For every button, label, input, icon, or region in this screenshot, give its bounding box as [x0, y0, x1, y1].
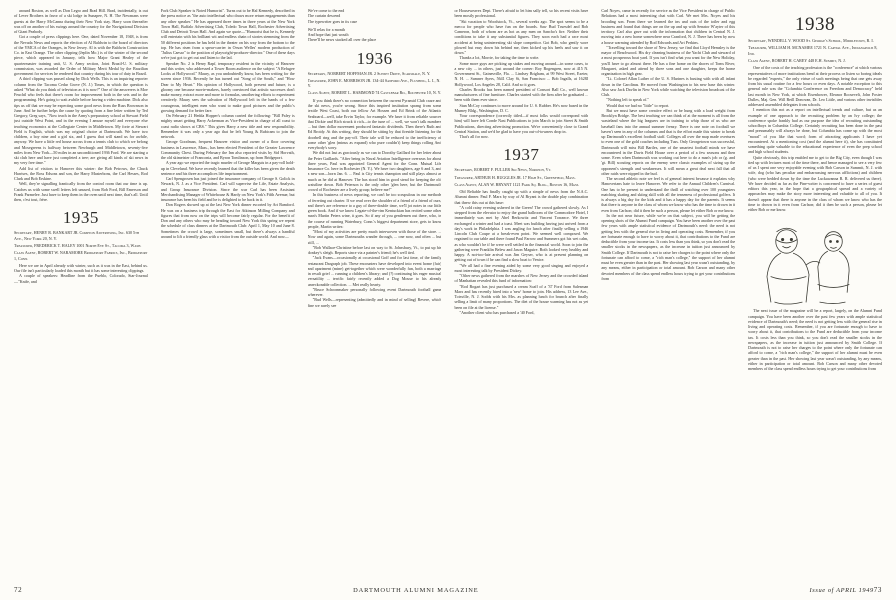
body-paragraph: Some more guys are picking up stakes and moving around—in some cases, to a new city ... in others, just around the corner: Roy Bogengren, now at 415 N. Government St., Gainesville, Fla. ... Lindsey Brigham, at 99 West Street, Exeter, N. H. ... Sumner Ayers, 5641 Clay St, San Francisco ... Bob Ingalls, at 1628J Hollywood, Los Angeles 28, Calif. And so it goes.	[454, 60, 589, 87]
class-officer-line: Secretary, NORBERT HOFFMAN JR. 2 Sunset Drive, Scarsdale, N. Y.	[307, 70, 431, 76]
body-paragraph: Here we are in April already with winter, such as it was in the East, behind us. Our file isn't particularly loaded this month but it has some interesting clippings.	[14, 262, 148, 274]
body-paragraph: If you think there's no connection between the current Pyramid Club craze and the ski news, you're wrong. Since this inspired institution sprang from some textile West Coast, both our fellow Art Hossen and Ed Brink of the Atlantic Seaboard—well, take Ervin Taylor, for example. We have it from reliable sources that Dickie and Rich struck it rich—to the tune of ... well, we won't talk numbers ... but then dollar movement produced fantastic dividends. Then there's Ruth and Ed Broidy. At this writing, they should be sitting by that fireside listening for the doorbell ring and the pay-off. Their tale will be reduced to the inefficiency of some other 'glen (minus as expand) who pure couldn't) keep things rolling And everybody's sorry.	[307, 97, 442, 151]
class-officer-line: Secretary, HENRY R. BANKART JR. Compton Advertising, Inc. 630 5th Ave., New York 20, N. Y.	[14, 230, 140, 241]
body-paragraph: And hope that just wouth	[307, 32, 349, 37]
body-paragraph: "Bob Wallace-Christine before last on way to St. Johnsbury, Vt., to put up his donkey's sleigh. Reports since via a painter's friend; he's well tied.	[307, 244, 442, 256]
text-column	[454, 8, 588, 563]
class-year-heading: 1936	[356, 48, 393, 68]
body-paragraph: Carl Noyes, came in recently for service as the Vice President in charge of Public Relations had a most interesting chat with Carl. We met Mrs. Noyes and his brooding son. From there we learned the ins and outs of the toiler and egg business and found that things are on the up and up with Senator W'ayter of this territory. Carl also gave out with the information that children in Central N. J. moving into a new home somewhere near Cranford, N. J. There has been by now a house warming attended by Rod Edwards and Art Perkins.	[601, 8, 736, 45]
body-paragraph: Well, they're signalling frantically from the control room that our time is up. Catches us with some swell letters left unused, from Rob Ford, Bill Emerson and Frank Parmelee. Just have to keep them in the oven until next time, that's all. Until then, c'est tout, frère.	[14, 181, 148, 202]
class-officer-line: Class Agent, ROBERT W. NARAMORE Bridgeport Fabrics, Inc., Bridgeport 1, Conn.	[14, 250, 148, 261]
body-paragraph: Add list of visitors to Hanover this winter: the Bob Petrows, the Chuck Harrises, the Ross Edsons and son, the Harry Masterbons, the Carl Hesses, Rod Clark and Bob Erskine.	[14, 165, 148, 181]
class-year-heading: 1938	[795, 14, 836, 35]
body-paragraph: "Rod Bogart has just purchased a cream Scaff of a '37 Ford from Salesman Marx and has recently hired into a 'new' home to join. His address, 13 Lee Ave., Totsville, N. J. Sodds with his Mrs. as planning lunch for brunch after finally selling a limit of many proportions. The diet of the house warming has not as yet been on file at the license."	[454, 283, 589, 310]
body-paragraph: Don Rogers showed up at the last New York dinner escorted by Art Bamford. He was on a business trip through the East for Atkinson Milling Company and figures that from now on the trips will become fairly regular. For the benefit of Don and any others who may be heading toward New York this spring we repeat the schedule of class dinners at the Dartmouth Club: April 1, May 10 and June 8. Sometimes the crowd is large, sometimes small, but there's always a handful around to lift a friendly glass with a visitor from the outside world. And now—	[160, 202, 295, 239]
folio-left: 72	[14, 586, 23, 594]
text-column	[308, 8, 442, 563]
body-paragraph: Would that we had no "little" to report.	[606, 102, 670, 108]
page-footer	[14, 586, 882, 594]
body-paragraph: I mention this not as a report on intellectual trends and culture, but as an example of one approach to the recruiting problem by an Ivy college; the conference spoke frankly had as our purpose the idea of recruiting outstanding schoolboys in Columbia College. Certainly recruiting has been done in the past and presumably will always be done, but Columbia has come up with the most "moral" of you like that word; form of attracting applicants I have yet encountered. At a mentioning cost (and the alumni here it), she has constituted something quite valuable to the educational experience of even the prep school and high school students.	[748, 107, 882, 155]
body-paragraph: around Boston, as well as Don Legro and Brad Hill. Brad, incidentally, is out of Lever Brothers in favor of a ski lodge in Sunapee, N. H. The Newmans were guests at the Harry McCanna during their New York stay. Harry soon thereafter was off on another of his swings around the country for the Navigational Division of Giant Peabody.	[14, 8, 148, 34]
body-paragraph: On February 21 Hedda Hopper's column carried the following: "Bill Paley is mighty smart getting Harry Ackerman as Vice-President in charge of all coast to coast radio shows at CBS." This gives Harry a new title and new responsibility. Remember it was only a year ago that he left Young & Rubicam to join the network.	[160, 113, 295, 139]
body-paragraph: "Another client who has purchased a '40 Ford,	[459, 309, 535, 315]
body-paragraph: There'll be news stacked all over the place	[307, 37, 377, 43]
body-paragraph: We've come to the end	[307, 8, 345, 13]
body-paragraph: In the not near future, while we're on that subject, you will be getting the opening shots of the Alumni Fund campaign. You have been another over the past few years with ample statistical evidence of Dartmouth's need: the need is not getting less with the general rise in living and operating costs. Remember, if you are fortunate enough to have to worry about it, that contributions to the Fund are deductible from your income tax. It costs less than you think, so you don't read the smaller stocks in the newspapers, as the increase in tuition just announced by Smith College. If Dartmouth is not to raise her charges to the point where only the fortunate can afford to come, a "rich man's college," the support of her alumni must be even greater than in the past. Her showing last year wasn't outstanding, by any means, either in participation or total amount. Bob Carson and many other devoted members of the class spend endless hours trying to get your contributions from	[601, 212, 736, 281]
folio-right: 73	[873, 586, 882, 594]
body-paragraph: "Travelling toward the shore of New Jersey, we find that Lloyd Hemsley is the mayor of Beachwood. His dry cleaning business of the Yacht Club and steward of a most prosperous boat yard. If you isn't find what you want for the New Holiday, you'll have to go almost there. He has a fine home on the shores of Toms River, Margaret, asked and attend by three sons and one daughter, keeps the home organization in high gear.	[601, 44, 736, 76]
class-year-heading: 1937	[503, 145, 540, 165]
class-year-heading: 1935	[62, 208, 99, 228]
body-paragraph: The curtain descend	[307, 13, 341, 19]
body-paragraph: A third clipping was passed along by Dick Wells. This is an inquiring reporter column from the Tacoma Cedar Grove (N. J.) Times, in which the question is asked "What do you think of television as it is now?" One of the answerers is Moe Feuchtl who feels that there's room for improvement both in the sets and in the programming. He's going to wait awhile before having a video machine. Dick also tips us off that we may be expecting some good news from the Russ Brownson in June. And he further helps the cause by quoting from a fine letter written by Ted Gregory, Greg says, "Now teach in the Army's preparatory school at Stewart Field just outside West Point, and in the evening I amuse myself and everyone else teaching economics at the Collegiate Center in Middletown. My forte at Stewart Field is English, which was my original choice at Dartmouth. We have two children, a boy nine and a girl six, and I guess that will stand us for awhile, anyway. We have a little red house across from a tennis club to which we belong and Mosegreens is halfway between Newburgh and Middletown, seventy-five miles from New York—50 miles in an unconditioned 1936 Ford. We are starting a ski club here and have just completed a tree; are giving all kinds of ski news in my very free time."	[14, 76, 148, 166]
body-paragraph: In this business of news reporting, we can't be too scrupulous in our methods of ferreting out charter. If we read over the shoulder of a friend of a friend of ours, and there's are reference to a guy of three-double time, we'll jot notes in our little green book. And if we know Legate-of-the-rim Kentuckian has recited some other man's Martin Peters wine, it goes. So if any of you gentlemen out there, who, in the course of running Waterbury, Conn.'s biggest department store, gets to know people, Martin writes:	[307, 192, 442, 229]
class-officer-line: Treasurer, FREDERICK T. HALEY 1001 North Eye St., Tacoma 3, Wash.	[14, 242, 142, 248]
body-paragraph: Got a couple of press clippings here. One, dated November 18, 1948, is from the Nevada News and reports the election of Al Baldwin to the board of directors of the YMCA of the Oranges, in New Jersey. Al is with the Baldwin Construction Co. in East Orange. The other clipping (Jeplin Mo.) is of the winter of the second piece, which appeared in January, tells how Major Grant Healey of the quartermaster training unit, U. S. Army section, Joint Brazil-U. S. military commission, was awarded the Order of Military Merit Medal by the Brazilian government for services he rendered that country during his tour of duty in Brazil.	[14, 34, 148, 76]
body-paragraph: Thanks a lot, Morrie, for taking the time to write.	[459, 55, 540, 61]
text-column	[601, 8, 735, 563]
body-paragraph: or Houseweaves Dept. There's afraid to let him sally tell, so his recent visits have been mostly professional.	[454, 8, 589, 19]
body-paragraph: Quite obviously, this trip enabled me to get to the Big City, even though I was tied up with lectures most of the time there, and hence managed to see a very few of us I spent one very enjoyable evening with Bob Carson in Summit, N. J. with wife, dog (who has peculiar and embarrassing nervous afflictions) and children (who were bedded down by the time the Luckawanna R. R. delivered us there). We have decided as far as the Pine-writer is concerned to have a series of guest editors this year, in the hope that a geographical spread and a variety of approaches may make the story more interesting and valuable to all of you. It doesn't appear that there is anyone in the class of whom we know who has the time to drown in it even from Carlson; did it then be such a person, please let either Bob or me know.	[748, 154, 882, 213]
body-paragraph: The second athletic note we feel is of general interest because it explains why Hanoverians hate to leave Hanover. We refer to the Annual Children's Carnival. One has to be present to understand the thrill of watching over 100 youngsters matching skating and skiing skill with all the tenseness of professional golfers. It is always a big day for the kids and it has a happy day for the parents. It seems that there is anyone in the class of whom we know who has the time to drown in it even from Carlson; did it then be such a person, please let either Bob or me know.	[601, 176, 736, 213]
body-paragraph: We'll relax for a month	[307, 26, 345, 32]
class-officer-line: Treasurer, ARTHUR H. RUGGLES JR. 17 High St., Greenfield, Mass.	[454, 174, 576, 180]
body-paragraph: "Jack Evans—occasionally at occasional Goff and for last time, of the family restaurant Dargraph job. These encounters have developed into event home (fair) and apartment (mine) get-together which were wonderfully fun, both a marriage in result grief ... running a children's library; and (?) continuing his eager musical versatility ... terrific fairly recently added a Dog Mouse to his already unreckonable collection. ... Met really hearty.	[307, 255, 442, 287]
body-paragraph: George Goodman, frequent Hanover visitor and owner of a floor covering business in Lawrence, Mass., has been elected President of the Greater Lawrence Community Chest. During February the Inn also reported visits by Sid Horvath, the old skimeister of Franconia, and Byron Tomlinson, up from Bridgeport.	[160, 139, 295, 160]
body-paragraph: But we must have some creative effect or be hung with a load weight from Brooklyn Bridge. The best teaching we can think of at the moment is all from the wasteland where the big leaguers are in training to whip those of us who are baseball fans into the annual summer frenzy. There is one note on football we haven't seen in any of the columns and that is the effort made this winter to break up Dartmouth's excellent football staff. Colleges all over the map made overtures to even one of the gold coaches including Tuss. Only Georgetown was successful, Dartmouth will miss Bill Bartles, one of the smartest football minds we have encountered in the Davis Field House over a period of a few seasons and then some. Even when Dartmouth was working out here to do a man's job or (g. and 'gt. Bill) scouting reports on the enemy were classic examples of sizing up the opponent's strength and weaknesses. It will mean a great deal next fall that all other raids were nipped in the bud.	[601, 107, 736, 176]
class-officer-line: Secretary, WENDELL V. WOOD St. George's School, Middletown, R. I.	[748, 38, 874, 43]
body-paragraph: A year ago we reported the tragic murder of George Marguis in a pay-roll hold-up in Cleveland. We have recently learned that the killer has been given the death sentence and his three accomplices life imprisonment.	[160, 160, 295, 176]
running-head: DARTMOUTH ALUMNI MAGAZINE	[353, 587, 479, 594]
body-paragraph: Stan McCoy continues to move around for U. S. Rubber. He's now based in the Mumey Bldg., Washington, D. C.	[454, 102, 589, 113]
body-paragraph: Old Reliable has finally caught up with a simple of news from the N.A.C. Alumni dinner. Paul F. Marx by way of Al Bryant is the double play combination that threw this out at this base:	[454, 189, 589, 205]
body-paragraph: "We all had a fine evening aided by some very good singing and enjoyed a most interesting talk by President Dickey.	[454, 262, 589, 273]
class-officer-line: Secretary, ROBERT F. FULLER Ski News, Norwich, Vt.	[454, 167, 552, 173]
cartoon-illustration	[750, 218, 880, 306]
issue-label: Issue of APRIL 1949	[809, 587, 874, 594]
body-paragraph: "Nothing left to speak of."	[606, 97, 650, 103]
body-paragraph: "Ski vacation to Woodstock, Vt., several weeks ago. The spot seems to be a mecca for people who have fun on the boards. Saw Bud Truesdel and Bob Cameron, both of whom are as hot as any men on Sancho's fire. Neither their conditions to take it any substantial figures. They soon each had a race most accident at being uninteresting ski slope competitor. Got Bob, who gently wore plowed but easy down his behind me, then kicked up his heels and saw it on down."	[454, 18, 589, 55]
body-paragraph: The typewriter goes in its case	[307, 18, 357, 24]
body-paragraph: "Lt. Colonel Allan Luther of the U. S. Marines is busting with with all infant down in the Carolinas. He moved from Washington to his new base this winter. Also saw Jack Davlin in New York while watching the television broadcast of the Club.	[601, 76, 736, 97]
body-paragraph: "Bud Wells—representing (admittedly and in mind of selling) Revere, which fine we rarely see	[307, 297, 442, 308]
column-container	[14, 8, 882, 563]
body-paragraph: One of the costs of the teaching profession is the "conference" at which various representatives of more institutions bend at their process or listen so boring ideals be regarded "experts," the only virtue of such meetings being that one gets away from his usual routine for a few hours or even days. A notable exception to this general rule was the "Columbia Conference on Freedom and Democracy" held last month in New York, at which Eisenhower, Eleanor Roosevelt, John Foster Dulles, Maj. Gen. Will Beill Donovan, Dr. Leo Little, and various other invisibles addressed assembled delegates from schools.	[748, 65, 882, 108]
body-paragraph: We did not last as graciously as we can to Dorothy Gaillard for her letter about the Peter Gaillards. "After being in Naval Aviation Intelligence overseas for about three years, Paul was appointed General Agent for the Conn. Mutual Life Insurance Co. here in Rochester (N. Y.). We have two daughters, age 6 and 3, and a new son—born Jan. 6. ... Paul is City tennis champion and still plays almost as much as he did at Hanover. The has stood him in good stead for keeping the old waistline down. Bob Peterson is the only other 'glen here, but the Dartmouth crowd of Rochester are a lively group; believe me!"	[307, 150, 442, 193]
body-paragraph: Charles Brooks has been named president of Consort Ball Co., well known manufacturers of fine furniture. Charles started with the firm after he graduated ... been with them ever since.	[454, 86, 589, 103]
class-officer-line: Treasurer, WILLIAM H. MCNAMEE 1721 N. Capital Ave., Indianapolis 8, Ind.	[748, 45, 878, 56]
text-column	[14, 8, 148, 563]
body-paragraph: "Most of my activities are pretty much interwoven with those of the store. ... Now and again, some Dartmouths wander through, ... one now, and often ... but still, ...	[307, 229, 442, 245]
body-paragraph: Fork Club Speaker is Noted Humorist". Turns out to be Hal Kennedy, described in the press notice as "the auto intellectual who draws more return engagements than any other speaker." He has appeared three times in three years at the New York Town Hall, Buffalo Advertising Club, Toledo Town Hall, Rochester Advertising Club and Detroit Town Hall. And again we quote—"Humorist that he is, Kennedy will entertain with his brilliant wit and endless chain of stories stemming from the 50 different positions he has held in the theater on his way from the bottom to the top. He has risen from a spear-carrier in Orson Welles' modern production of "Julius Caesar" to the position of playwright-producer-director." One of these days we're just got to get out and listen to the lad.	[160, 8, 295, 61]
cartoon-drawing	[750, 218, 870, 306]
class-officer-line: Class Agent, ALAN W. BRYANT 1121 Park Sq. Bldg., Boston 16, Mass.	[454, 181, 580, 187]
text-column	[161, 8, 295, 563]
body-paragraph: "Other news gathered from the marshes of New Jersey and the crowded island of Manhattan revealed this fund of information:	[454, 273, 589, 284]
body-paragraph: The next issue of the magazine will be a report, largely, on the Alumni Fund campaign. You have been another over the past few years with ample statistical evidence of Dartmouth's need; the need is not getting less with the general rise in living and operating costs. Remember, if you are fortunate enough to have to worry about it, that contributions to the Fund are deductible from your income tax. It costs less than you think, so you don't read the smaller stocks in the newspapers, as the increase in tuition just announced by Smith College. If Dartmouth is not to raise her charges to the point where only the fortunate can afford to come, a "rich man's college," the support of her alumni must be even greater than in the past. Her showing last year wasn't outstanding, by any means, either in participation or total amount. Bob Carson and many other devoted members of the class spend endless hours trying to get your contributions from	[748, 308, 882, 372]
body-paragraph: That's all for now.	[459, 134, 489, 139]
body-paragraph: A couple of speakers: Headline from the Pueblo, Colorado, Star-Journal—"Knife, and	[14, 273, 148, 284]
body-paragraph: Speaker No. 2 is Henry Rapf, temporary resident in the vicinity of Hanover and this writer, who addressed a Tower Room audience on the subject "A Refugee Looks at Hollywood." Maury, as you undoubtedly know, has been writing for the screen since 1936. Recently he has turned out "Song of the South," and "How Dear to My Heart." His opinion of Hollywood, both present and future, is a gloomy one because movie-makers, barely convinced that artistic successes don't make money, extract more and more to formulas, smothering efforts to experiment creatively. Maury sees the salvation of Hollywood left in the hands of a few courageous, intelligent men who want to make good pictures and the public's growing demand for better fare.	[160, 60, 295, 113]
body-paragraph: "Bruce Schoonmaker personally following event Dartmouth football game wherever.	[307, 286, 442, 298]
class-officer-line: Class Agent, ROBERT L. HAMMOND 74 Castlebar Rd., Rochester 10, N. Y.	[307, 90, 442, 96]
body-paragraph: Your correspondence (correctly titled—if most folks would correspond with him) will have left Conde Nast Publications to join March to join Street & Smith Publications, directing advertising promotion. We're conveniently close to Grand Central Station, and we'd be glad to have you out-of-towners drop in.	[454, 113, 589, 134]
class-officer-line: Class Agent, ROBERT H. CAREY 448 E.H. Summit, N. J.	[748, 57, 846, 63]
body-paragraph: Carl Spengrosen has just joined the insurance company of George S. Golick in Newark, N. J. as a Vice President. Carl will supervise the Life, Estate Analysis, and Group Insurance Division. Since the war Carl has been Assistant Merchandising Manager of Whitehouse & Hardy on New York's Fifth Avenue, but insurance has been his field and he is delighted to be back in it.	[160, 176, 295, 202]
text-column	[748, 8, 882, 563]
class-officer-line: Treasurer, JOHN E. MORRISON JR. 134-44 Sanford Ave., Flushing, L. I., N. Y.	[307, 77, 441, 89]
body-paragraph: "A cold rainy evening ushered in the Green! The crowd gathered slowly. As I stepped from the elevator to enjoy the grand ballroom of the Commodore Hotel, I immediately was met by Abel Berkowitz and Vincent Torrance. We three exchanged a winter and had a toast. Meet was building having just arrived from a day's work in Philadelphia. I was angling for lunch after finally selling a 1946 Lincoln Club Coupe at a break-even point. We seemed well composed. We regained to our table and there found Paul Farrow and Summers got his wet calm, as who wouldn't be if he were well settled in the financial world. Soon to join the gathering were Franklin Belew and Jason Maguire. Both looked very healthy and happy. A not-too-late arrival was Jim Geyser, who is at present planning on getting out of town if he can find a slow boat to Venice.	[454, 204, 589, 263]
